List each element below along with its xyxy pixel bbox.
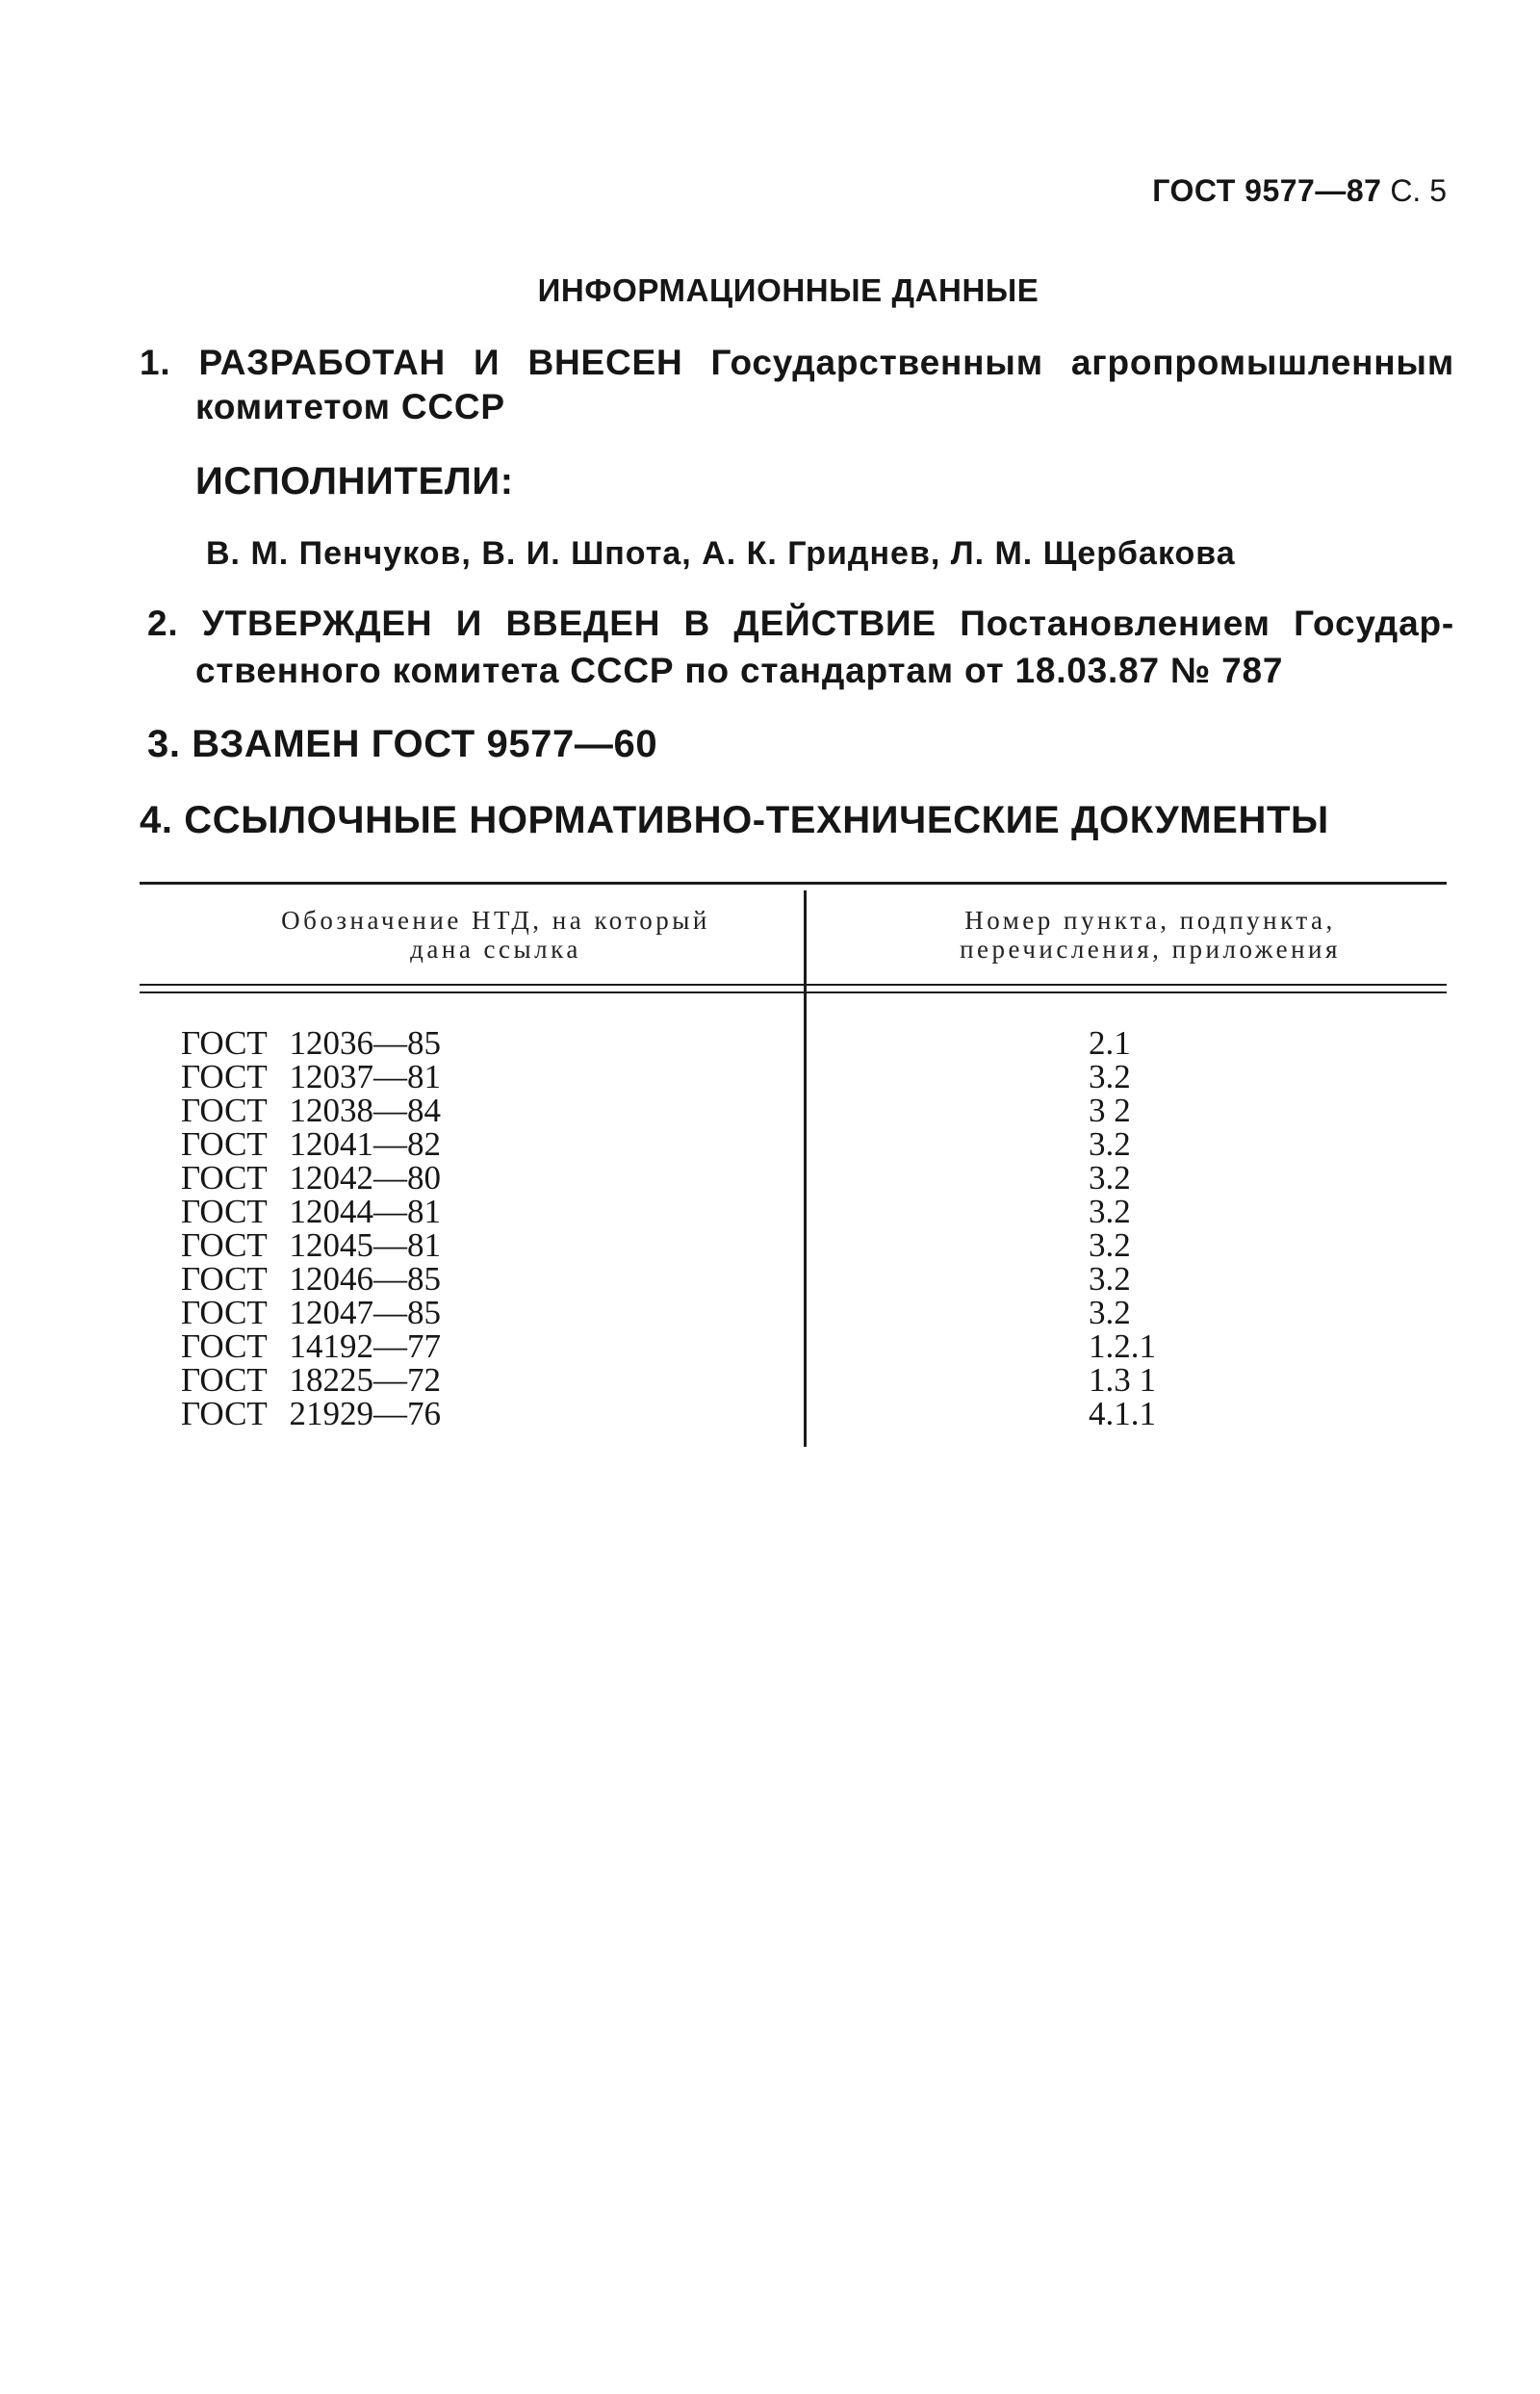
clause-reference: 3.2 bbox=[1089, 1226, 1131, 1264]
running-header bbox=[1152, 173, 1447, 208]
document-designation: ГОСТ 12045—81 bbox=[181, 1226, 442, 1264]
column-header-document-line-1: Обозначение НТД, на который bbox=[281, 906, 710, 935]
column-header-clause bbox=[861, 906, 1439, 964]
document-designation: ГОСТ 12037—81 bbox=[181, 1058, 442, 1095]
clause-reference: 1.3 1 bbox=[1089, 1361, 1156, 1399]
table-header-rule-upper bbox=[140, 984, 1447, 986]
table-body bbox=[181, 1026, 1336, 1430]
item-2-line-2: ственного комитета СССР по стандартам от 18.03.87 № 787 bbox=[195, 651, 1284, 690]
document-designation: ГОСТ 12036—85 bbox=[181, 1024, 442, 1062]
table-row bbox=[181, 1228, 1336, 1262]
table-row bbox=[181, 1094, 1336, 1127]
table-row bbox=[181, 1329, 1336, 1363]
page-number: С. 5 bbox=[1390, 173, 1447, 208]
item-2-label: УТВЕРЖДЕН И ВВЕДЕН В ДЕЙСТВИЕ bbox=[201, 604, 937, 643]
document-designation: ГОСТ 12047—85 bbox=[181, 1294, 442, 1331]
table-row bbox=[181, 1262, 1336, 1296]
clause-reference: 3 2 bbox=[1089, 1092, 1131, 1129]
executors-label: ИСПОЛНИТЕЛИ: bbox=[195, 460, 514, 502]
item-3-text: ВЗАМЕН ГОСТ 9577—60 bbox=[192, 723, 658, 765]
section-title: ИНФОРМАЦИОННЫЕ ДАННЫЕ bbox=[537, 272, 1040, 308]
executors-names: В. М. Пенчуков, В. И. Шпота, А. К. Гриднев, Л. М. Щербакова bbox=[206, 535, 1236, 572]
clause-reference: 2.1 bbox=[1089, 1024, 1131, 1062]
item-3 bbox=[147, 722, 657, 766]
document-designation: ГОСТ 12041—82 bbox=[181, 1125, 442, 1163]
standard-code: ГОСТ 9577—87 bbox=[1152, 173, 1382, 208]
item-4 bbox=[140, 798, 1329, 842]
table-top-rule bbox=[140, 882, 1447, 885]
item-1-line-1 bbox=[140, 341, 1454, 385]
item-2-line-1 bbox=[147, 602, 1454, 646]
clause-reference: 4.1.1 bbox=[1089, 1395, 1156, 1432]
table-row bbox=[181, 1195, 1336, 1228]
document-designation: ГОСТ 12042—80 bbox=[181, 1159, 442, 1197]
document-designation: ГОСТ 12044—81 bbox=[181, 1193, 442, 1230]
column-header-clause-line-1: Номер пункта, подпункта, bbox=[964, 906, 1336, 935]
table-row bbox=[181, 1296, 1336, 1329]
clause-reference: 3.2 bbox=[1089, 1058, 1131, 1095]
document-designation: ГОСТ 18225—72 bbox=[181, 1361, 442, 1399]
item-4-text: ССЫЛОЧНЫЕ НОРМАТИВНО-ТЕХНИЧЕСКИЕ ДОКУМЕНТЫ bbox=[184, 799, 1329, 841]
item-1-number: 1. bbox=[140, 343, 171, 382]
item-1-line-2: комитетом СССР bbox=[195, 387, 505, 426]
clause-reference: 3.2 bbox=[1089, 1260, 1131, 1298]
table-row bbox=[181, 1127, 1336, 1161]
item-1-label: РАЗРАБОТАН И ВНЕСЕН bbox=[198, 343, 683, 382]
item-4-number: 4. bbox=[140, 799, 173, 841]
table-row bbox=[181, 1060, 1336, 1094]
item-2-number: 2. bbox=[147, 604, 179, 643]
document-designation: ГОСТ 14192—77 bbox=[181, 1327, 442, 1365]
item-1-text: Государственным агропромышленным bbox=[710, 343, 1454, 382]
clause-reference: 3.2 bbox=[1089, 1294, 1131, 1331]
table-header-rule-lower bbox=[140, 991, 1447, 993]
item-3-number: 3. bbox=[147, 723, 181, 765]
document-designation: ГОСТ 21929—76 bbox=[181, 1395, 442, 1432]
clause-reference: 3.2 bbox=[1089, 1193, 1131, 1230]
table-row bbox=[181, 1363, 1336, 1397]
document-designation: ГОСТ 12038—84 bbox=[181, 1092, 442, 1129]
column-header-document bbox=[207, 906, 784, 964]
column-header-clause-line-2: перечисления, приложения bbox=[960, 935, 1341, 964]
table-row bbox=[181, 1397, 1336, 1430]
table-row bbox=[181, 1161, 1336, 1195]
clause-reference: 1.2.1 bbox=[1089, 1327, 1156, 1365]
clause-reference: 3.2 bbox=[1089, 1125, 1131, 1163]
table-row bbox=[181, 1026, 1336, 1060]
column-header-document-line-2: дана ссылка bbox=[410, 935, 581, 964]
document-designation: ГОСТ 12046—85 bbox=[181, 1260, 442, 1298]
clause-reference: 3.2 bbox=[1089, 1159, 1131, 1197]
item-2-text: Постановлением Государ- bbox=[960, 604, 1454, 643]
